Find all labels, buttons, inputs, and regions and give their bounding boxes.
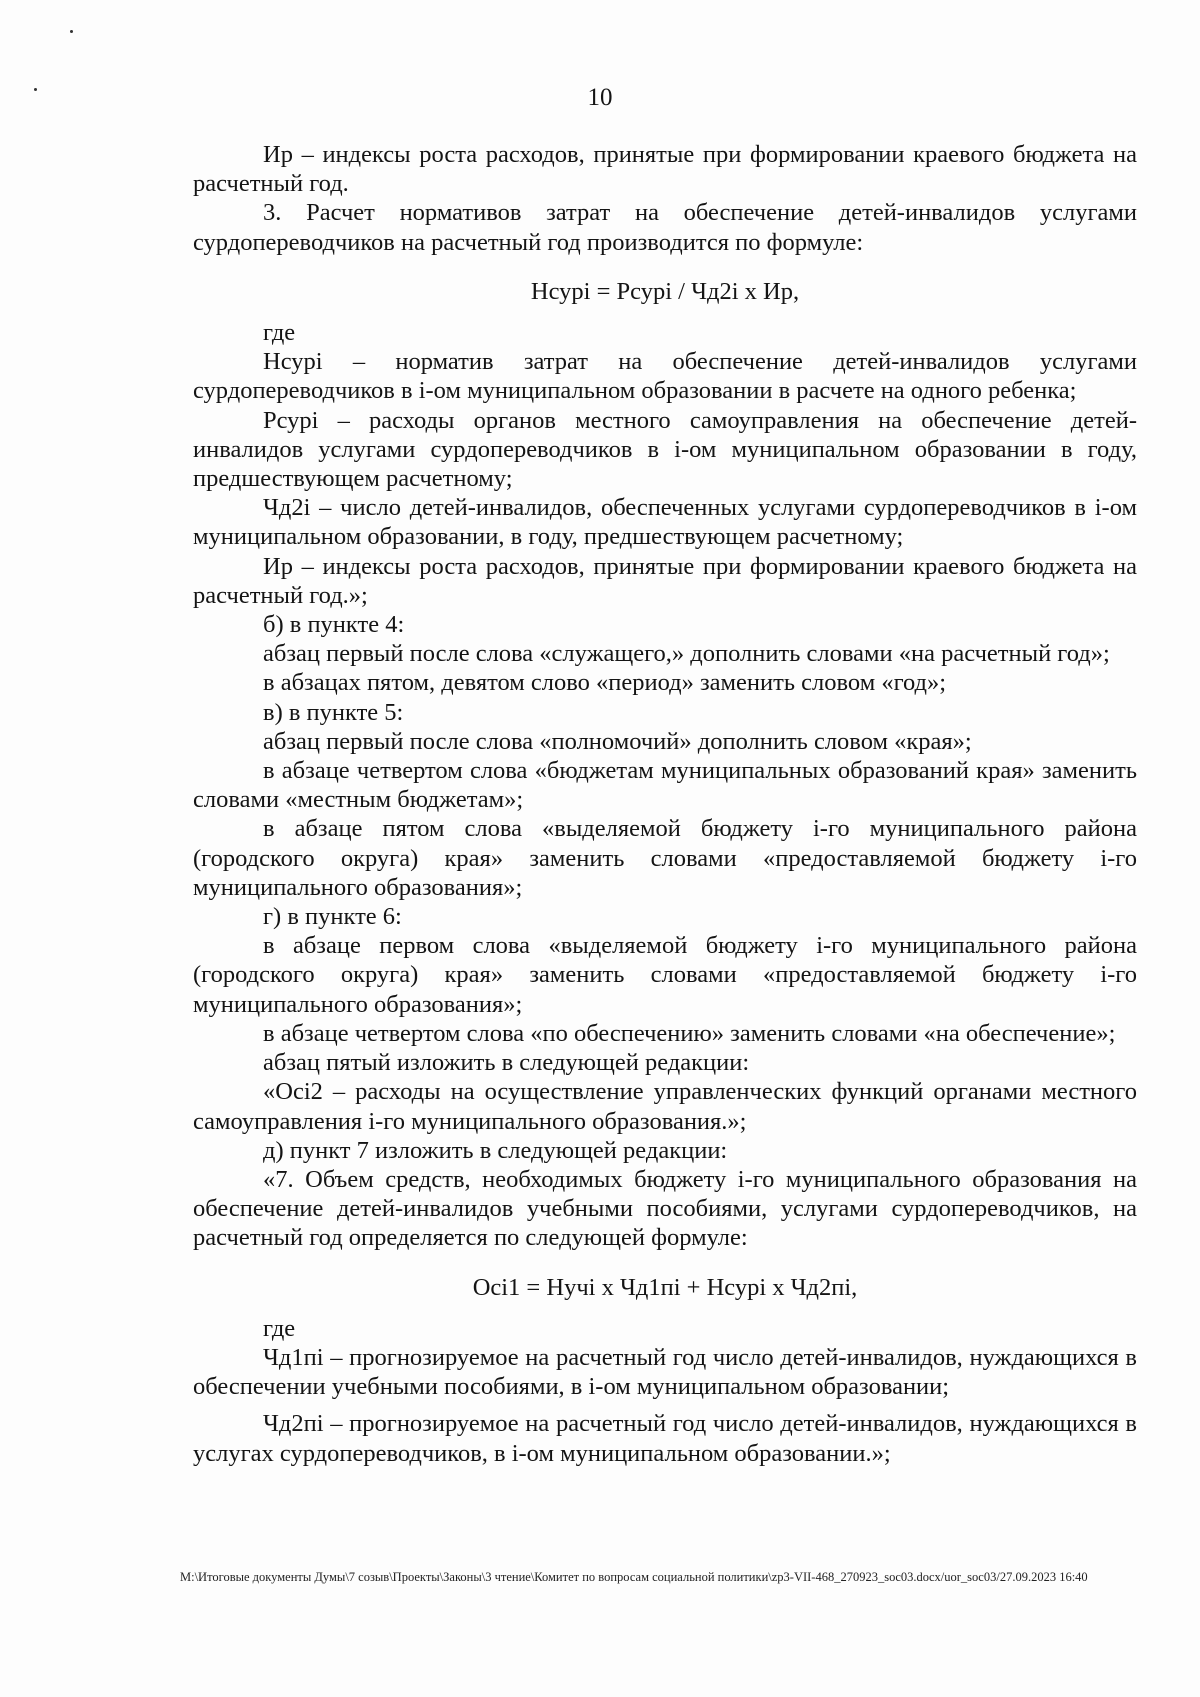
paragraph: Чд1пi – прогнозируемое на расчетный год число детей-инвалидов, нуждающихся в обеспечении учебными пособиями, в i-ом муниципальном образовании; (193, 1343, 1137, 1401)
paragraph: б) в пункте 4: (263, 611, 405, 639)
paragraph: «7. Объем средств, необходимых бюджету i-го муниципального образования на обеспечение детей-инвалидов учебными пособиями, услугами сурдопереводчиков, на расчетный год определяется по следующей формуле: (193, 1165, 1137, 1252)
paragraph: где (263, 1314, 296, 1342)
formula: Нсурi = Рсурi / Чд2i х Ир, (530, 277, 800, 305)
footer-file-path: M:\Итоговые документы Думы\7 созыв\Проекты\Законы\3 чтение\Комитет по вопросам социальной политики\zp3-VII-468_270923_soc03.docx/uor_soc03/27.09.2023 16:40 (180, 1570, 1088, 1584)
paragraph: в абзаце четвертом слова «по обеспечению» заменить словами «на обеспечение»; (263, 1019, 1116, 1047)
paragraph: г) в пункте 6: (263, 903, 402, 931)
paragraph: 3. Расчет нормативов затрат на обеспечение детей-инвалидов услугами сурдопереводчиков на расчетный год производится по формуле: (193, 199, 1137, 256)
paragraph: Ир – индексы роста расходов, принятые при формировании краевого бюджета на расчетный год. (193, 141, 1137, 198)
paragraph: д) пункт 7 изложить в следующей редакции: (263, 1136, 728, 1164)
page-number: 10 (587, 84, 613, 111)
paragraph: абзац первый после слова «полномочий» дополнить словом «края»; (263, 727, 972, 755)
paragraph: в абзацах пятом, девятом слово «период» заменить словом «год»; (263, 669, 947, 697)
paragraph: в абзаце четвертом слова «бюджетам муниципальных образований края» заменить словами «местным бюджетам»; (193, 757, 1137, 814)
formula: Осi1 = Нучi х Чд1пi + Нсурi х Чд2пi, (472, 1273, 858, 1301)
paragraph: в) в пункте 5: (263, 698, 404, 726)
paragraph: «Осi2 – расходы на осуществление управленческих функций органами местного самоуправления i-го муниципального образования.»; (193, 1078, 1137, 1135)
paragraph: где (263, 319, 296, 347)
paragraph: Чд2i – число детей-инвалидов, обеспеченных услугами сурдопереводчиков в i-ом муниципальном образовании, в году, предшествующем расчетному; (193, 494, 1137, 551)
paragraph: абзац первый после слова «служащего,» дополнить словами «на расчетный год»; (263, 640, 1110, 668)
paragraph: Рсурi – расходы органов местного самоуправления на обеспечение детей-инвалидов услугами сурдопереводчиков в i-ом муниципальном образовании в году, предшествующем расчетному; (193, 406, 1137, 493)
paragraph: Нсурi – норматив затрат на обеспечение детей-инвалидов услугами сурдопереводчиков в i-ом муниципальном образовании в расчете на одного ребенка; (193, 348, 1137, 405)
paragraph: абзац пятый изложить в следующей редакции: (263, 1049, 750, 1077)
paragraph: в абзаце пятом слова «выделяемой бюджету i-го муниципального района (городского округа) края» заменить словами «предоставляемой бюджету i-го муниципального образования»; (193, 815, 1137, 901)
scan-speck (70, 30, 73, 33)
paragraph: Ир – индексы роста расходов, принятые при формировании краевого бюджета на расчетный год.»; (193, 552, 1137, 609)
paragraph: в абзаце первом слова «выделяемой бюджету i-го муниципального района (городского округа) края» заменить словами «предоставляемой бюджету i-го муниципального образования»; (193, 932, 1137, 1018)
document-body (193, 140, 1137, 1468)
paragraph: Чд2пi – прогнозируемое на расчетный год число детей-инвалидов, нуждающихся в услугах сурдопереводчиков, в i-ом муниципальном образовании.»; (193, 1410, 1137, 1467)
